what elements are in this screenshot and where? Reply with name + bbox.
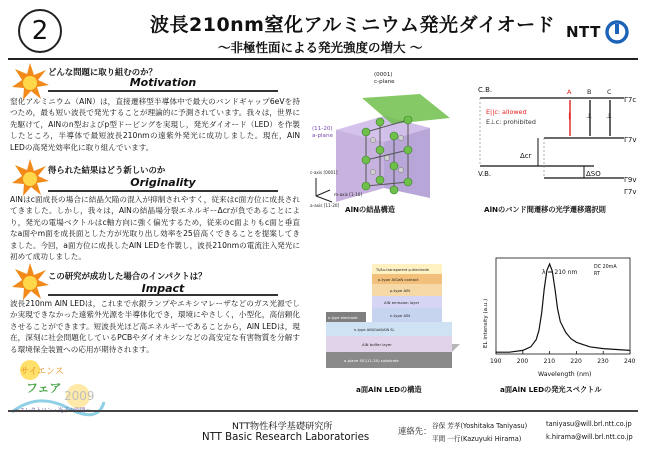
- spectrum-caption: a面AlN LEDの発光スペクトル: [500, 385, 602, 394]
- led-layer-2: p-type AlN: [390, 288, 410, 293]
- band-diagram-figure: [474, 74, 639, 202]
- band-pol-b: B: [587, 88, 592, 96]
- starburst-icon: [10, 158, 50, 198]
- led-layer-7: AlN buffer layer: [362, 342, 392, 347]
- ntt-logo: [566, 20, 629, 44]
- section-heading-impact: Impact: [141, 282, 185, 295]
- ntt-logo-mark-icon: [605, 20, 629, 44]
- band-gamma7c: Γ7c: [624, 96, 637, 104]
- badge-year: 2009: [64, 389, 95, 403]
- section-question-originality: 得られた結果はどう新しいのか: [48, 165, 166, 175]
- band-pol-c: C: [607, 88, 612, 96]
- band-delta-cr: Δcr: [520, 152, 532, 160]
- badge-text-1: サイエンス: [20, 367, 64, 377]
- spectrum-data-point: [603, 348, 604, 349]
- section-body-impact: 波長210nm AlN LEDは，これまで水銀ランプやエキシマレーザなどのガス光源でしか実現できなかった遠紫外光源を半導体化でき，環境にやさしく，小型化，高信頼化させることができます。短波長光ほど高エネルギーであることから，AlN LEDは，現在，深刻に社会問題化しているPCBやダイオキシンなどの高安定な有害物質を分解する環境保全装置への応用が期待されます。: [10, 299, 300, 354]
- spectrum-data-point: [630, 350, 631, 351]
- section-question-motivation: どんな問題に取り組むのか？: [48, 67, 157, 77]
- spectrum-data-point: [523, 350, 524, 351]
- spectrum-data-point: [565, 332, 566, 333]
- crystal-caption: AlNの結晶構造: [345, 205, 395, 214]
- chart-x-tick-label: 200: [516, 358, 529, 365]
- label-c-plane-line1: (0001): [374, 72, 393, 78]
- led-layer-5: n-type electrode: [328, 316, 358, 320]
- label-a-plane-line2: a-plane: [312, 133, 333, 139]
- band-caption: AlNのバンド間遷移の光学遷移選択則: [484, 205, 606, 214]
- led-caption: a面AlN LEDの構造: [356, 385, 422, 394]
- spectrum-data-point: [531, 347, 532, 348]
- crystal-structure-figure: [310, 70, 475, 208]
- section-underline: [48, 190, 278, 192]
- spectrum-data-point: [571, 338, 572, 339]
- spectrum-data-point: [509, 352, 510, 353]
- label-a-plane-line1: (11-20): [312, 126, 333, 132]
- el-spectrum-chart: [478, 252, 638, 382]
- spectrum-data-point: [536, 339, 537, 340]
- led-layer-6: n-type AlN/GaN/AlN SL: [354, 328, 395, 332]
- spectrum-data-point: [576, 342, 577, 343]
- badge-text-2: フェア: [26, 381, 62, 395]
- section-body-originality: AlNはc面成長の場合に結晶欠陥の混入が抑制されやすく，従来はc面方位に成長されてきました。しかし，我々は，AlNの結晶場分裂エネルギーΔcrが負であることにより，発光の電場ベクトルはc軸方向に強く偏光するため，従来のc面よりもc面と垂直なa面やm面を成長面とした方が光取り出し効率を25倍高くできることを提案してきました。今回，a面方位に成長したAlN LEDを作製し，波長210nmの電流注入発光に初めて成功しました。: [10, 195, 300, 262]
- spectrum-data-point: [616, 349, 617, 350]
- label-c-plane-line2: c-plane: [374, 79, 395, 85]
- label-a-axis: a-axis [11-20]: [310, 203, 340, 208]
- band-sym-perp1: ⊥: [586, 112, 593, 120]
- contact-name-2: 平間 一行(Kazuyuki Hirama): [432, 435, 522, 443]
- section-question-impact: この研究が成功した場合のインパクトは？: [48, 271, 207, 281]
- chart-annotation-rt: RT: [594, 272, 600, 277]
- ntt-logo-text: NTT: [566, 23, 601, 41]
- band-gamma7v-2: Γ7v: [624, 188, 637, 196]
- led-structure-figure: [318, 256, 463, 371]
- band-prohibited: E⊥c: prohibited: [486, 118, 536, 126]
- chart-xlabel: Wavelength (nm): [538, 371, 592, 378]
- poster-number-badge: 2: [18, 9, 62, 53]
- band-sym-par: ∥: [568, 112, 572, 120]
- starburst-icon: [10, 262, 50, 302]
- spectrum-data-point: [539, 330, 540, 331]
- led-layer-1: p-type AlGaN contact: [378, 277, 419, 282]
- chart-annotation-lambda: λ = 210 nm: [542, 269, 578, 276]
- band-sym-perp2: ⊥: [606, 112, 613, 120]
- chart-x-tick-label: 190: [490, 358, 502, 365]
- band-pol-a: A: [567, 88, 572, 96]
- chart-x-tick-label: 210: [543, 358, 556, 365]
- chart-ylabel: EL intensity (a.u.): [483, 298, 489, 348]
- section-heading-motivation: Motivation: [129, 76, 197, 89]
- led-layer-8: a-plane SiC(11-20) substrate: [344, 358, 399, 363]
- contact-name-1: 谷保 芳孝(Yoshitaka Taniyasu): [432, 422, 528, 430]
- band-cb: C.B.: [478, 86, 493, 94]
- lab-name-en: NTT Basic Research Laboratories: [202, 432, 370, 443]
- led-layer-4: n-type AlN: [390, 313, 410, 318]
- band-gamma9v: Γ9v: [624, 176, 637, 184]
- spectrum-data-point: [590, 347, 591, 348]
- chart-x-tick-label: 240: [624, 358, 636, 365]
- science-fair-logo: [8, 352, 106, 418]
- spectrum-data-point: [555, 289, 556, 290]
- spectrum-data-point: [496, 352, 497, 353]
- chart-annotation-dc: DC 20mA: [594, 265, 617, 270]
- spectrum-data-point: [560, 321, 561, 322]
- section-underline: [48, 90, 278, 92]
- contact-email-2[interactable]: k.hirama@will.brl.ntt.co.jp: [546, 433, 633, 441]
- spectrum-data-point: [544, 289, 545, 290]
- led-layer-0: Ti/Au-transparent p-electrode: [376, 268, 429, 272]
- chart-x-tick-label: 220: [570, 358, 582, 365]
- lab-name-jp: NTT物性科学基礎研究所: [232, 421, 333, 432]
- section-heading-originality: Originality: [130, 176, 196, 189]
- chart-x-tick-label: 230: [597, 358, 609, 365]
- footer-divider: [8, 410, 638, 412]
- header-divider: [8, 58, 638, 60]
- band-delta-so: ΔSO: [586, 170, 601, 178]
- band-vb: V.B.: [478, 170, 492, 178]
- led-layer-3: AlN emission layer: [384, 300, 420, 305]
- page-title: 波長210nm窒化アルミニウム発光ダイオード: [150, 14, 556, 36]
- label-m-axis: m-axis [1-10]: [334, 192, 363, 197]
- band-allowed: E||c: allowed: [486, 108, 527, 116]
- label-c-axis: c-axis [0001]: [310, 170, 338, 175]
- spectrum-data-point: [541, 313, 542, 314]
- contact-email-1[interactable]: taniyasu@will.brl.ntt.co.jp: [546, 420, 632, 428]
- spectrum-data-point: [549, 264, 550, 265]
- band-gamma7v: Γ7v: [624, 136, 637, 144]
- spectrum-data-point: [557, 309, 558, 310]
- contact-label: 連絡先：: [398, 426, 432, 436]
- section-body-motivation: 窒化アルミニウム（AlN）は，直接遷移型半導体中で最大のバンドギャップ6eVを持つため，最も短い波長で発光することが理論的に予測されています。我々は，世界に先駆けて，AlNのn型およびp型ドーピングを実現し，発光ダイオード（LED）を作製したところ，半導体で最短波長210nmの遠紫外発光に成功しました。現在，AlN LEDの高発光効率化に取り組んでいます。: [10, 97, 300, 152]
- page-subtitle: ～非極性面による発光強度の増大 ～: [218, 40, 423, 55]
